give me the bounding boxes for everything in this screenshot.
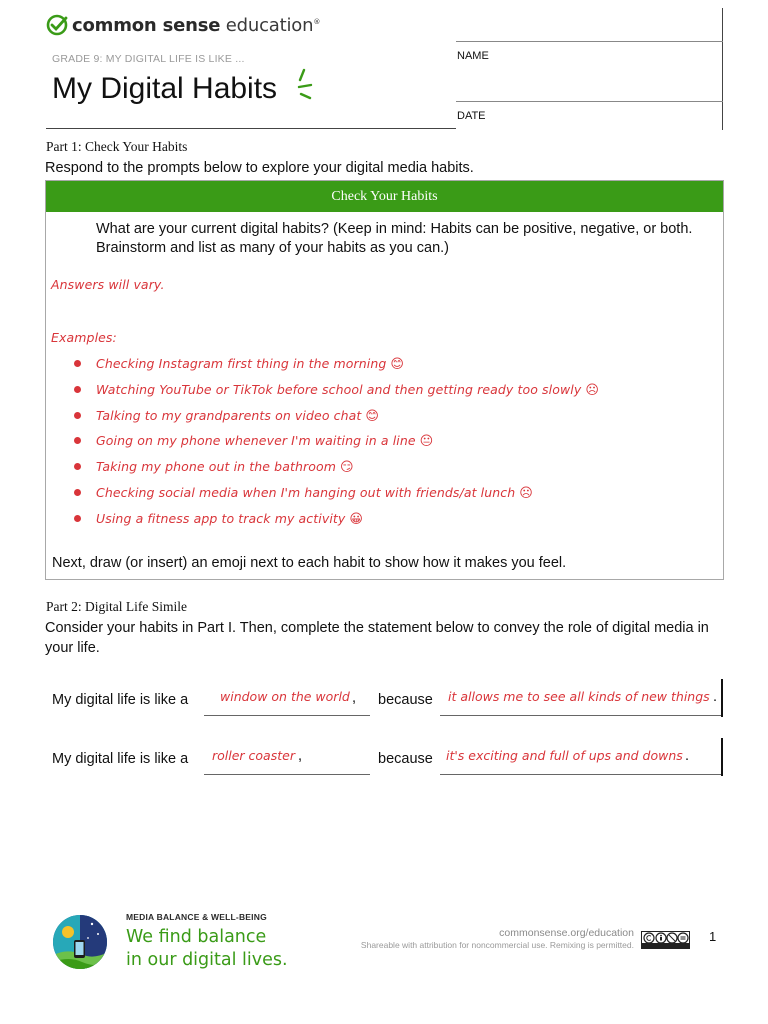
row-bracket — [721, 738, 723, 776]
media-balance-badge — [52, 912, 108, 972]
part2-heading: Part 2: Digital Life Simile — [46, 599, 187, 614]
simile-answer-1: window on the world — [220, 689, 350, 704]
bullet-dot — [74, 437, 81, 444]
date-field[interactable] — [456, 101, 723, 102]
part2-intro: Consider your habits in Part I. Then, complete the statement below to convey the role of digital media in your life. — [45, 620, 709, 656]
title-divider — [46, 128, 456, 129]
because-label: because — [378, 751, 433, 767]
name-date-divider — [722, 8, 723, 130]
bullet-dot — [74, 360, 81, 367]
bullet-dot — [74, 386, 81, 393]
simile-answer-2: roller coaster — [212, 748, 295, 763]
list-item — [72, 380, 599, 406]
creative-commons-icon — [641, 931, 690, 949]
emoji-icon: 😏 — [340, 460, 354, 476]
simile-stem: My digital life is like a — [52, 692, 189, 708]
simile-comma: , — [298, 748, 303, 764]
emoji-icon: 😊 — [390, 357, 405, 372]
part1-intro: Respond to the prompts below to explore your digital media habits. — [45, 160, 474, 176]
reason-answer-2: it's exciting and full of ups and downs — [446, 748, 683, 763]
habits-prompt: What are your current digital habits? (Keep in mind: Habits can be positive, negative, or both. Brainstorm and list as many of your habits as you can.) — [96, 221, 693, 256]
examples-label: Examples: — [51, 330, 117, 345]
emoji-icon: ☹ — [585, 382, 600, 398]
logo-wordmark: common sense — [72, 14, 221, 36]
example-text: Talking to my grandparents on video chat — [96, 407, 362, 423]
list-item — [72, 457, 599, 483]
bullet-dot — [74, 463, 81, 470]
emoji-icon: 😐 — [419, 434, 434, 450]
logo-sub: education — [225, 14, 314, 36]
row-bracket — [721, 679, 723, 717]
answers-note: Answers will vary. — [51, 277, 165, 292]
list-item — [72, 354, 599, 380]
part1-heading: Part 1: Check Your Habits — [46, 139, 188, 154]
list-item — [72, 509, 599, 535]
emoji-icon: 😊 — [365, 408, 380, 424]
sparkle-icon — [296, 66, 316, 100]
example-text: Going on my phone whenever I'm waiting in a line — [96, 433, 416, 449]
example-text: Watching YouTube or TikTok before school and then getting ready too slowly — [96, 381, 582, 397]
example-text: Checking social media when I'm hanging out with friends/at lunch — [96, 484, 516, 500]
because-label: because — [378, 692, 433, 708]
examples-list — [72, 354, 599, 535]
footer-url: commonsense.org/education — [499, 927, 634, 939]
bullet-dot — [74, 515, 81, 522]
emoji-icon: ☹ — [519, 485, 533, 501]
emoji-icon: 😀 — [349, 511, 364, 527]
simile-comma: , — [352, 690, 357, 706]
check-habits-header: Check Your Habits — [46, 181, 723, 212]
simile-stem: My digital life is like a — [52, 751, 189, 767]
license-note: Shareable with attribution for noncommercial use. Remixing is permitted. — [360, 940, 634, 950]
footer-caption: MEDIA BALANCE & WELL-BEING — [126, 912, 267, 922]
list-item — [72, 431, 599, 457]
example-text: Checking Instagram first thing in the morning — [96, 356, 387, 371]
date-label: DATE — [457, 110, 486, 122]
common-sense-logo — [46, 14, 320, 36]
bullet-dot — [74, 489, 81, 496]
reason-answer-1: it allows me to see all kinds of new things — [448, 689, 710, 704]
reason-period: . — [713, 689, 718, 705]
example-text: Using a fitness app to track my activity — [96, 510, 346, 526]
name-field[interactable] — [456, 41, 723, 42]
lesson-eyebrow: GRADE 9: MY DIGITAL LIFE IS LIKE ... — [52, 53, 245, 65]
logo-tm: ® — [313, 17, 321, 26]
list-item — [72, 483, 599, 509]
example-text: Taking my phone out in the bathroom — [96, 459, 336, 475]
page-title: My Digital Habits — [52, 72, 278, 105]
checkmark-circle-icon — [46, 14, 68, 36]
page-number: 1 — [709, 929, 717, 944]
tagline-line-2: in our digital lives. — [126, 950, 288, 970]
tagline-line-1: We find balance — [126, 927, 267, 947]
list-item — [72, 406, 599, 432]
emoji-instruction: Next, draw (or insert) an emoji next to each habit to show how it makes you feel. — [52, 555, 567, 571]
reason-period: . — [685, 748, 690, 764]
footer-tagline — [126, 926, 288, 972]
bullet-dot — [74, 412, 81, 419]
name-label: NAME — [457, 50, 489, 62]
